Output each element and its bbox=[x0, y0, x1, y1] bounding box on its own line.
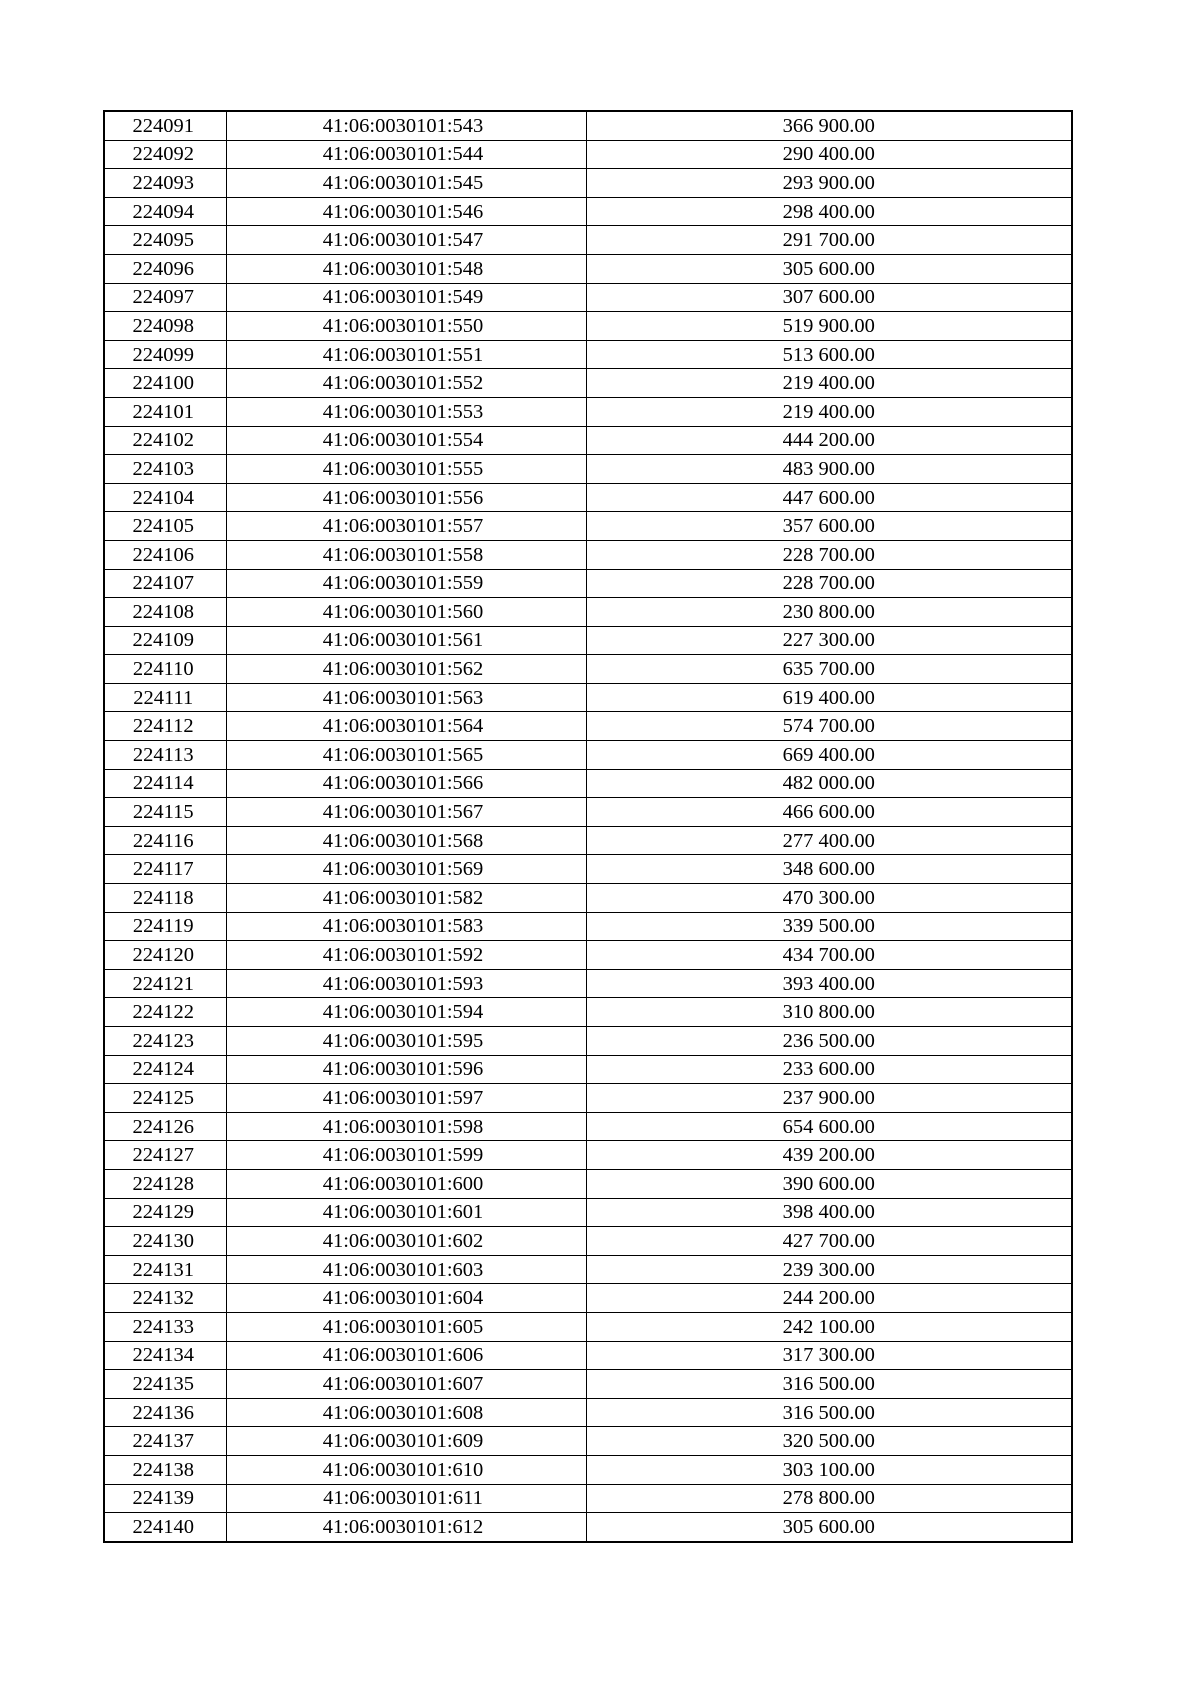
row-number-cell: 224105 bbox=[104, 512, 226, 541]
row-number-cell: 224131 bbox=[104, 1255, 226, 1284]
table-row bbox=[104, 1427, 1072, 1456]
cadastral-number-cell: 41:06:0030101:558 bbox=[226, 540, 586, 569]
row-number-cell: 224111 bbox=[104, 683, 226, 712]
cadastral-number-cell: 41:06:0030101:604 bbox=[226, 1284, 586, 1313]
cadastral-number-cell: 41:06:0030101:603 bbox=[226, 1255, 586, 1284]
table-row bbox=[104, 998, 1072, 1027]
cadastral-value-cell: 293 900.00 bbox=[586, 169, 1072, 198]
row-number-cell: 224138 bbox=[104, 1455, 226, 1484]
row-number-cell: 224114 bbox=[104, 769, 226, 798]
table-row bbox=[104, 512, 1072, 541]
cadastral-value-cell: 219 400.00 bbox=[586, 369, 1072, 398]
cadastral-value-cell: 233 600.00 bbox=[586, 1055, 1072, 1084]
cadastral-value-table bbox=[103, 110, 1073, 1543]
row-number-cell: 224140 bbox=[104, 1513, 226, 1542]
cadastral-value-cell: 227 300.00 bbox=[586, 626, 1072, 655]
table-row bbox=[104, 369, 1072, 398]
table-row bbox=[104, 197, 1072, 226]
table-row bbox=[104, 1141, 1072, 1170]
cadastral-number-cell: 41:06:0030101:605 bbox=[226, 1312, 586, 1341]
table-row bbox=[104, 712, 1072, 741]
row-number-cell: 224126 bbox=[104, 1112, 226, 1141]
cadastral-number-cell: 41:06:0030101:555 bbox=[226, 455, 586, 484]
cadastral-value-cell: 483 900.00 bbox=[586, 455, 1072, 484]
cadastral-value-cell: 519 900.00 bbox=[586, 312, 1072, 341]
table-row bbox=[104, 1255, 1072, 1284]
table-row bbox=[104, 483, 1072, 512]
table-row bbox=[104, 655, 1072, 684]
table-row bbox=[104, 1084, 1072, 1113]
cadastral-value-cell: 654 600.00 bbox=[586, 1112, 1072, 1141]
table-row bbox=[104, 169, 1072, 198]
cadastral-number-cell: 41:06:0030101:606 bbox=[226, 1341, 586, 1370]
row-number-cell: 224108 bbox=[104, 598, 226, 627]
cadastral-value-cell: 398 400.00 bbox=[586, 1198, 1072, 1227]
cadastral-value-cell: 244 200.00 bbox=[586, 1284, 1072, 1313]
row-number-cell: 224135 bbox=[104, 1370, 226, 1399]
cadastral-value-cell: 444 200.00 bbox=[586, 426, 1072, 455]
cadastral-value-cell: 513 600.00 bbox=[586, 340, 1072, 369]
row-number-cell: 224124 bbox=[104, 1055, 226, 1084]
table-row bbox=[104, 855, 1072, 884]
cadastral-number-cell: 41:06:0030101:549 bbox=[226, 283, 586, 312]
row-number-cell: 224134 bbox=[104, 1341, 226, 1370]
cadastral-number-cell: 41:06:0030101:546 bbox=[226, 197, 586, 226]
cadastral-value-cell: 228 700.00 bbox=[586, 540, 1072, 569]
row-number-cell: 224139 bbox=[104, 1484, 226, 1513]
cadastral-value-cell: 447 600.00 bbox=[586, 483, 1072, 512]
row-number-cell: 224096 bbox=[104, 254, 226, 283]
row-number-cell: 224110 bbox=[104, 655, 226, 684]
cadastral-number-cell: 41:06:0030101:563 bbox=[226, 683, 586, 712]
table-row bbox=[104, 1370, 1072, 1399]
row-number-cell: 224109 bbox=[104, 626, 226, 655]
cadastral-value-cell: 230 800.00 bbox=[586, 598, 1072, 627]
cadastral-value-cell: 291 700.00 bbox=[586, 226, 1072, 255]
row-number-cell: 224133 bbox=[104, 1312, 226, 1341]
row-number-cell: 224122 bbox=[104, 998, 226, 1027]
row-number-cell: 224132 bbox=[104, 1284, 226, 1313]
cadastral-value-cell: 439 200.00 bbox=[586, 1141, 1072, 1170]
table-row bbox=[104, 1312, 1072, 1341]
table-row bbox=[104, 283, 1072, 312]
table-row bbox=[104, 826, 1072, 855]
row-number-cell: 224106 bbox=[104, 540, 226, 569]
cadastral-number-cell: 41:06:0030101:562 bbox=[226, 655, 586, 684]
cadastral-number-cell: 41:06:0030101:595 bbox=[226, 1027, 586, 1056]
table-row bbox=[104, 569, 1072, 598]
cadastral-value-cell: 434 700.00 bbox=[586, 941, 1072, 970]
cadastral-number-cell: 41:06:0030101:548 bbox=[226, 254, 586, 283]
table-row bbox=[104, 1112, 1072, 1141]
cadastral-number-cell: 41:06:0030101:547 bbox=[226, 226, 586, 255]
table-row bbox=[104, 969, 1072, 998]
row-number-cell: 224091 bbox=[104, 111, 226, 140]
row-number-cell: 224123 bbox=[104, 1027, 226, 1056]
table-row bbox=[104, 340, 1072, 369]
table-row bbox=[104, 683, 1072, 712]
cadastral-number-cell: 41:06:0030101:545 bbox=[226, 169, 586, 198]
table-row bbox=[104, 1169, 1072, 1198]
row-number-cell: 224101 bbox=[104, 397, 226, 426]
cadastral-number-cell: 41:06:0030101:582 bbox=[226, 884, 586, 913]
cadastral-value-cell: 320 500.00 bbox=[586, 1427, 1072, 1456]
cadastral-number-cell: 41:06:0030101:608 bbox=[226, 1398, 586, 1427]
row-number-cell: 224117 bbox=[104, 855, 226, 884]
cadastral-value-cell: 393 400.00 bbox=[586, 969, 1072, 998]
cadastral-number-cell: 41:06:0030101:610 bbox=[226, 1455, 586, 1484]
table-row bbox=[104, 1513, 1072, 1542]
cadastral-number-cell: 41:06:0030101:569 bbox=[226, 855, 586, 884]
cadastral-value-cell: 470 300.00 bbox=[586, 884, 1072, 913]
row-number-cell: 224136 bbox=[104, 1398, 226, 1427]
table-row bbox=[104, 312, 1072, 341]
cadastral-number-cell: 41:06:0030101:543 bbox=[226, 111, 586, 140]
cadastral-number-cell: 41:06:0030101:592 bbox=[226, 941, 586, 970]
row-number-cell: 224113 bbox=[104, 741, 226, 770]
row-number-cell: 224094 bbox=[104, 197, 226, 226]
cadastral-number-cell: 41:06:0030101:552 bbox=[226, 369, 586, 398]
cadastral-value-cell: 669 400.00 bbox=[586, 741, 1072, 770]
row-number-cell: 224137 bbox=[104, 1427, 226, 1456]
row-number-cell: 224100 bbox=[104, 369, 226, 398]
cadastral-number-cell: 41:06:0030101:553 bbox=[226, 397, 586, 426]
table-body bbox=[104, 111, 1072, 1542]
row-number-cell: 224104 bbox=[104, 483, 226, 512]
cadastral-number-cell: 41:06:0030101:609 bbox=[226, 1427, 586, 1456]
row-number-cell: 224115 bbox=[104, 798, 226, 827]
table-row bbox=[104, 140, 1072, 169]
cadastral-number-cell: 41:06:0030101:598 bbox=[226, 1112, 586, 1141]
table-row bbox=[104, 912, 1072, 941]
cadastral-value-cell: 239 300.00 bbox=[586, 1255, 1072, 1284]
row-number-cell: 224112 bbox=[104, 712, 226, 741]
row-number-cell: 224130 bbox=[104, 1227, 226, 1256]
row-number-cell: 224125 bbox=[104, 1084, 226, 1113]
table-row bbox=[104, 1198, 1072, 1227]
cadastral-value-cell: 619 400.00 bbox=[586, 683, 1072, 712]
cadastral-number-cell: 41:06:0030101:583 bbox=[226, 912, 586, 941]
cadastral-number-cell: 41:06:0030101:599 bbox=[226, 1141, 586, 1170]
table-row bbox=[104, 1398, 1072, 1427]
cadastral-number-cell: 41:06:0030101:597 bbox=[226, 1084, 586, 1113]
table-row bbox=[104, 1484, 1072, 1513]
cadastral-number-cell: 41:06:0030101:551 bbox=[226, 340, 586, 369]
cadastral-value-cell: 237 900.00 bbox=[586, 1084, 1072, 1113]
table-row bbox=[104, 254, 1072, 283]
cadastral-value-cell: 307 600.00 bbox=[586, 283, 1072, 312]
row-number-cell: 224097 bbox=[104, 283, 226, 312]
table-row bbox=[104, 226, 1072, 255]
table-row bbox=[104, 798, 1072, 827]
row-number-cell: 224095 bbox=[104, 226, 226, 255]
cadastral-number-cell: 41:06:0030101:566 bbox=[226, 769, 586, 798]
cadastral-value-cell: 427 700.00 bbox=[586, 1227, 1072, 1256]
row-number-cell: 224107 bbox=[104, 569, 226, 598]
table-row bbox=[104, 598, 1072, 627]
cadastral-value-cell: 305 600.00 bbox=[586, 1513, 1072, 1542]
cadastral-value-cell: 228 700.00 bbox=[586, 569, 1072, 598]
cadastral-value-cell: 316 500.00 bbox=[586, 1398, 1072, 1427]
cadastral-value-cell: 357 600.00 bbox=[586, 512, 1072, 541]
table-row bbox=[104, 1055, 1072, 1084]
cadastral-value-cell: 290 400.00 bbox=[586, 140, 1072, 169]
cadastral-value-cell: 466 600.00 bbox=[586, 798, 1072, 827]
cadastral-value-cell: 277 400.00 bbox=[586, 826, 1072, 855]
table-row bbox=[104, 426, 1072, 455]
row-number-cell: 224118 bbox=[104, 884, 226, 913]
row-number-cell: 224116 bbox=[104, 826, 226, 855]
row-number-cell: 224098 bbox=[104, 312, 226, 341]
cadastral-value-cell: 317 300.00 bbox=[586, 1341, 1072, 1370]
cadastral-number-cell: 41:06:0030101:567 bbox=[226, 798, 586, 827]
table-row bbox=[104, 1227, 1072, 1256]
cadastral-value-cell: 303 100.00 bbox=[586, 1455, 1072, 1484]
row-number-cell: 224102 bbox=[104, 426, 226, 455]
cadastral-value-cell: 298 400.00 bbox=[586, 197, 1072, 226]
cadastral-number-cell: 41:06:0030101:560 bbox=[226, 598, 586, 627]
cadastral-number-cell: 41:06:0030101:594 bbox=[226, 998, 586, 1027]
cadastral-number-cell: 41:06:0030101:556 bbox=[226, 483, 586, 512]
row-number-cell: 224120 bbox=[104, 941, 226, 970]
table-row bbox=[104, 455, 1072, 484]
table-row bbox=[104, 884, 1072, 913]
table-row bbox=[104, 769, 1072, 798]
table-row bbox=[104, 540, 1072, 569]
cadastral-value-cell: 242 100.00 bbox=[586, 1312, 1072, 1341]
row-number-cell: 224128 bbox=[104, 1169, 226, 1198]
table-row bbox=[104, 1284, 1072, 1313]
cadastral-value-cell: 482 000.00 bbox=[586, 769, 1072, 798]
cadastral-value-cell: 390 600.00 bbox=[586, 1169, 1072, 1198]
cadastral-number-cell: 41:06:0030101:600 bbox=[226, 1169, 586, 1198]
cadastral-value-cell: 219 400.00 bbox=[586, 397, 1072, 426]
row-number-cell: 224129 bbox=[104, 1198, 226, 1227]
cadastral-number-cell: 41:06:0030101:550 bbox=[226, 312, 586, 341]
cadastral-number-cell: 41:06:0030101:564 bbox=[226, 712, 586, 741]
cadastral-number-cell: 41:06:0030101:544 bbox=[226, 140, 586, 169]
cadastral-number-cell: 41:06:0030101:601 bbox=[226, 1198, 586, 1227]
cadastral-value-cell: 316 500.00 bbox=[586, 1370, 1072, 1399]
cadastral-number-cell: 41:06:0030101:557 bbox=[226, 512, 586, 541]
table-row bbox=[104, 1027, 1072, 1056]
table-row bbox=[104, 1455, 1072, 1484]
table-row bbox=[104, 941, 1072, 970]
row-number-cell: 224127 bbox=[104, 1141, 226, 1170]
cadastral-number-cell: 41:06:0030101:593 bbox=[226, 969, 586, 998]
cadastral-number-cell: 41:06:0030101:561 bbox=[226, 626, 586, 655]
table-row bbox=[104, 397, 1072, 426]
cadastral-number-cell: 41:06:0030101:559 bbox=[226, 569, 586, 598]
table-row bbox=[104, 111, 1072, 140]
cadastral-number-cell: 41:06:0030101:568 bbox=[226, 826, 586, 855]
cadastral-number-cell: 41:06:0030101:607 bbox=[226, 1370, 586, 1399]
row-number-cell: 224103 bbox=[104, 455, 226, 484]
cadastral-value-cell: 635 700.00 bbox=[586, 655, 1072, 684]
cadastral-number-cell: 41:06:0030101:565 bbox=[226, 741, 586, 770]
cadastral-value-cell: 339 500.00 bbox=[586, 912, 1072, 941]
row-number-cell: 224099 bbox=[104, 340, 226, 369]
cadastral-number-cell: 41:06:0030101:602 bbox=[226, 1227, 586, 1256]
cadastral-value-cell: 348 600.00 bbox=[586, 855, 1072, 884]
cadastral-value-cell: 366 900.00 bbox=[586, 111, 1072, 140]
cadastral-value-cell: 310 800.00 bbox=[586, 998, 1072, 1027]
row-number-cell: 224093 bbox=[104, 169, 226, 198]
cadastral-number-cell: 41:06:0030101:611 bbox=[226, 1484, 586, 1513]
cadastral-value-cell: 574 700.00 bbox=[586, 712, 1072, 741]
table-row bbox=[104, 741, 1072, 770]
cadastral-number-cell: 41:06:0030101:554 bbox=[226, 426, 586, 455]
row-number-cell: 224092 bbox=[104, 140, 226, 169]
cadastral-value-cell: 236 500.00 bbox=[586, 1027, 1072, 1056]
cadastral-number-cell: 41:06:0030101:612 bbox=[226, 1513, 586, 1542]
table-row bbox=[104, 626, 1072, 655]
cadastral-value-cell: 305 600.00 bbox=[586, 254, 1072, 283]
row-number-cell: 224119 bbox=[104, 912, 226, 941]
cadastral-value-cell: 278 800.00 bbox=[586, 1484, 1072, 1513]
table-row bbox=[104, 1341, 1072, 1370]
row-number-cell: 224121 bbox=[104, 969, 226, 998]
cadastral-number-cell: 41:06:0030101:596 bbox=[226, 1055, 586, 1084]
